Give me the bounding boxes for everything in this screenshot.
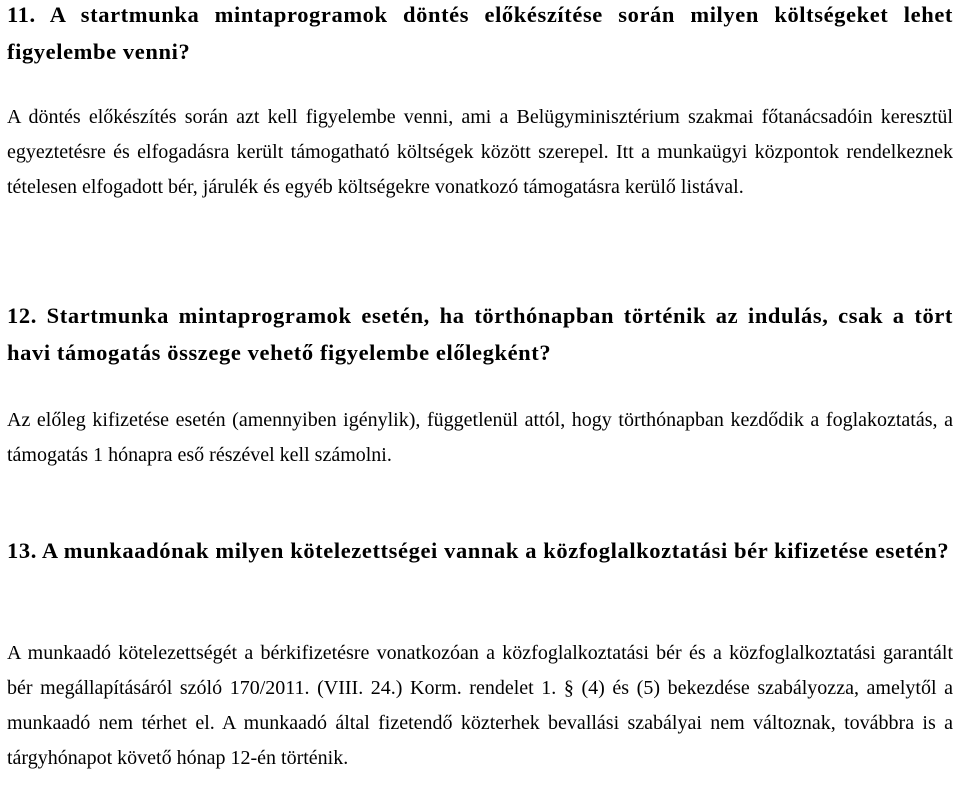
question-12-answer: Az előleg kifizetése esetén (amennyiben igénylik), függetlenül attól, hogy törthónapban kezdődik a foglakoztatás, a támogatás 1 hónapra eső részével kell számolni. <box>7 409 953 466</box>
question-12-heading: 12. Startmunka mintaprogramok esetén, ha törthónapban történik az indulás, csak a tört havi támogatás összege vehető figyelembe előlegként? <box>7 303 953 365</box>
question-11-answer: A döntés előkészítés során azt kell figyelembe venni, ami a Belügyminisztérium szakmai főtanácsadóin keresztül egyeztetésre és elfogadásra került támogatható költségek között szerepel. Itt a munkaügyi központok rendelkeznek tételesen elfogadott bér, járulék és egyéb költségekre vonatkozó támogatásra kerülő listával. <box>7 106 953 198</box>
question-13-heading: 13. A munkaadónak milyen kötelezettségei vannak a közfoglalkoztatási bér kifizetése esetén? <box>7 538 950 563</box>
question-11-heading: 11. A startmunka mintaprogramok döntés előkészítése során milyen költségeket lehet figyelembe venni? <box>7 2 953 64</box>
question-13-answer: A munkaadó kötelezettségét a bérkifizetésre vonatkozóan a közfoglalkoztatási bér és a közfoglalkoztatási garantált bér megállapításáról szóló 170/2011. (VIII. 24.) Korm. rendelet 1. § (4) és (5) bekezdése szabályozza, amelytől a munkaadó nem térhet el. A munkaadó által fizetendő közterhek bevallási szabályai nem változnak, továbbra is a tárgyhónapot követő hónap 12-én történik. <box>7 642 953 769</box>
